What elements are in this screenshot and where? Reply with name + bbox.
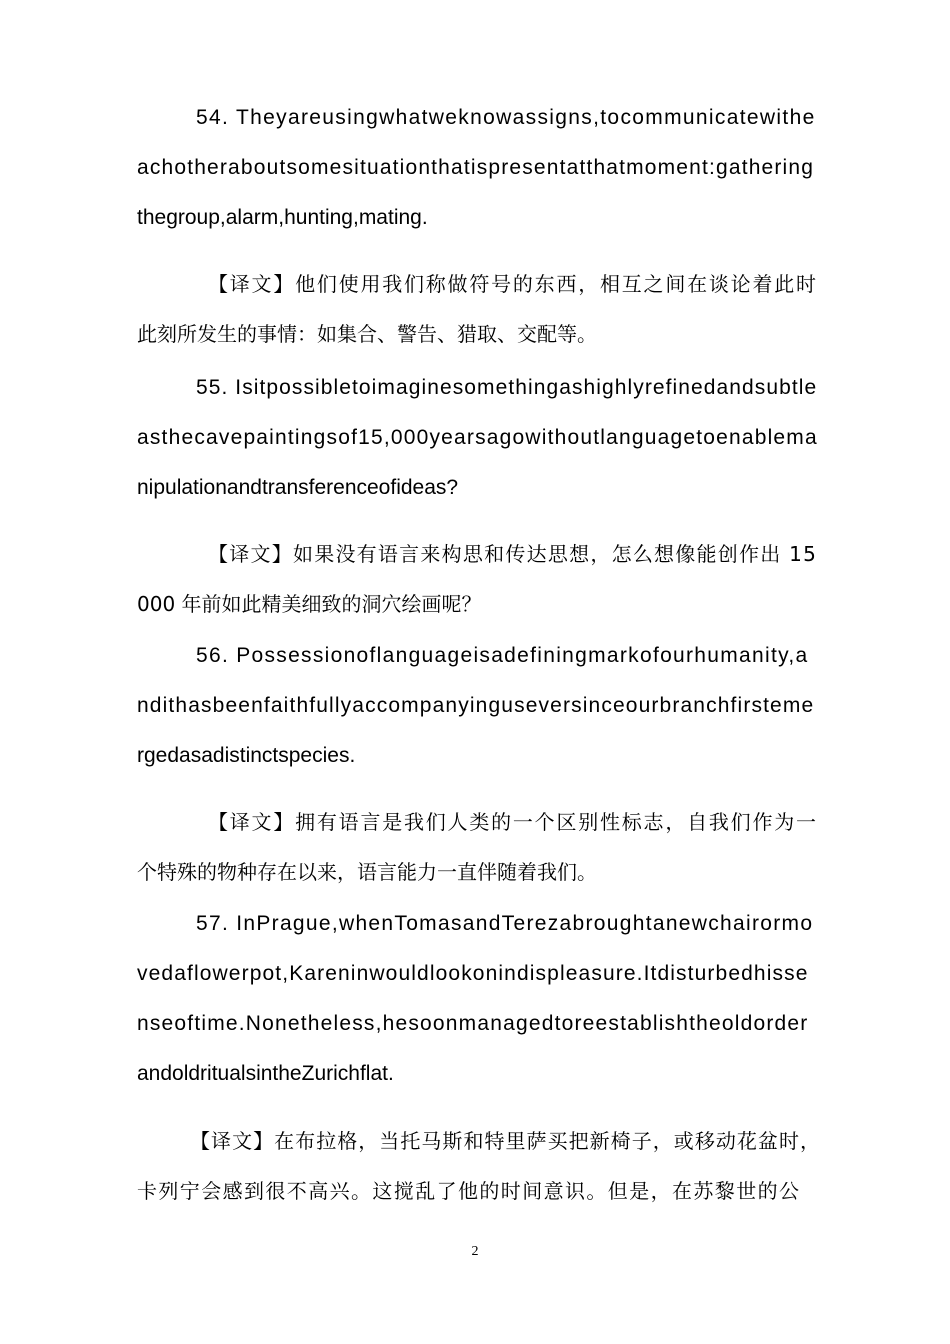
translation-55-line-1: 【译文】如果没有语言来构思和传达思想，怎么想像能创作出 15 [208,542,818,566]
paragraph-56-line-1: 56. Possessionoflanguageisadefiningmarkofourhumanity,a [196,644,809,667]
paragraph-54-line-3: thegroup,alarm,hunting,mating. [137,206,428,229]
paragraph-55-line-2: asthecavepaintingsof15,000yearsagowithoutlanguagetoenablema [137,426,818,449]
paragraph-57-line-1: 57. InPrague,whenTomasandTerezabroughtanewchairormo [196,912,814,935]
paragraph-57-line-3: nseoftime.Nonetheless,hesoonmanagedtoreestablishtheoldorder [137,1012,809,1035]
translation-56-line-1: 【译文】拥有语言是我们人类的一个区别性标志，自我们作为一 [208,810,818,834]
translation-56-line-2: 个特殊的物种存在以来，语言能力一直伴随着我们。 [137,860,597,884]
translation-54-line-1: 【译文】他们使用我们称做符号的东西，相互之间在谈论着此时 [208,272,818,296]
paragraph-57-line-4: andoldritualsintheZurichflat. [137,1062,394,1085]
paragraph-56-line-3: rgedasadistinctspecies. [137,744,356,767]
paragraph-56-line-2: ndithasbeenfaithfullyaccompanyinguseversinceourbranchfirsteme [137,694,815,717]
paragraph-55-line-3: nipulationandtransferenceofideas? [137,476,459,499]
translation-55-line-2: 000 年前如此精美细致的洞穴绘画呢？ [137,592,482,616]
paragraph-54-line-1: 54. Theyareusingwhatweknowassigns,tocommunicatewithe [196,106,816,129]
paragraph-57-line-2: vedaflowerpot,Kareninwouldlookonindispleasure.Itdisturbedhisse [137,962,809,985]
page-number: 2 [471,1244,479,1259]
translation-54-line-2: 此刻所发生的事情：如集合、警告、猎取、交配等。 [137,322,597,346]
paragraph-55-line-1: 55. Isitpossibletoimaginesomethingashighlyrefinedandsubtle [196,376,818,399]
paragraph-54-line-2: achotheraboutsomesituationthatispresentatthatmoment:gathering [137,156,815,179]
translation-57-line-1: 【译文】在布拉格，当托马斯和特里萨买把新椅子，或移动花盆时， [190,1129,822,1153]
translation-57-line-2: 卡列宁会感到很不高兴。这搅乱了他的时间意识。但是，在苏黎世的公 [137,1179,801,1203]
